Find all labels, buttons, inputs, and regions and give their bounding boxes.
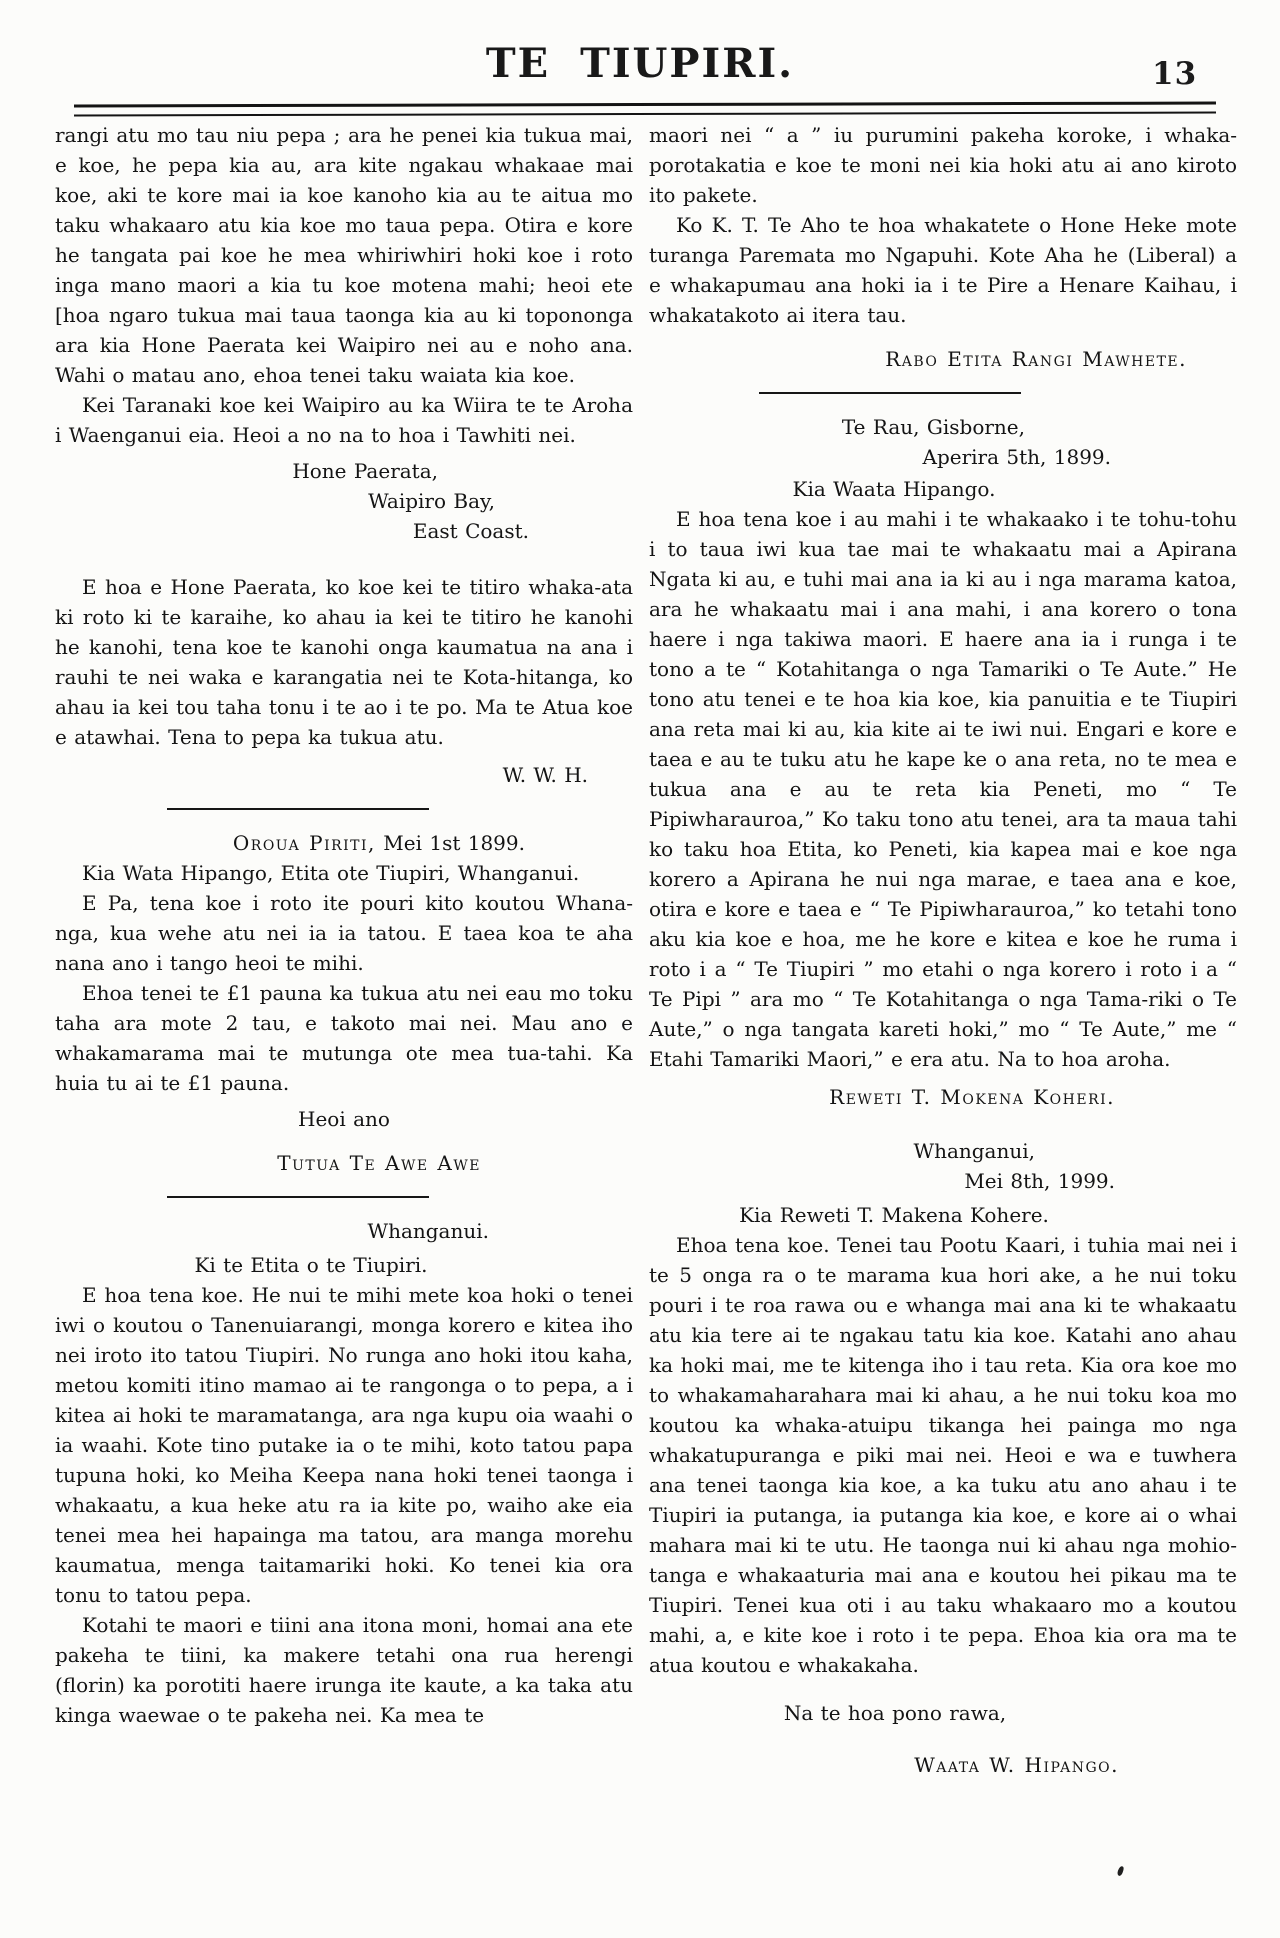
paragraph: rangi atu mo tau niu pepa ; ara he penei kia tukua mai, e koe, he pepa kia au, ara kite ngakau whakaae mai koe, aki te kore mai ia koe kanoho kia au te aitua mo taku whakaaro atu kia koe mo taua pepa. Otira e kore he tangata pai koe he mea whiriwhiri hoki koe i roto inga mano maori a kia tu koe motena mahi; heoi ete [hoa ngaro tukua mai taua taonga kia au ki topononga ara kia Hone Paerata kei Waipiro nei au e noho ana. Wahi o matau ano, ehoa tenei taku waiata kia koe. [55,123,633,387]
dateline [55,828,633,858]
signature-line: Hone Paerata, [292,459,438,483]
dateline: Whanganui. [367,1219,489,1243]
paragraph: E hoa tena koe i au mahi i te whakaako i te tohu-tohu i to taua iwi kua tae mai te whakaatu mai a Apirana Ngata ki au, e tuhi mai ana ia ki au i nga marama katoa, ara he whakaatu mai i ana mahi, i ana korero o tona haere i nga takiwa maori. E haere ana ia i runga i te tono a te “ Kotahitanga o nga Tamariki o Te Aute.” He tono atu tenei e te hoa kia koe, kia panuitia e te Tiupiri ana reta mai ki au, kia kite ai te iwi nui. Engari e kore e taea e au te tuku atu he kape ke o ana reta, no te mea e tukua ana e au te reta kia Peneti, mo “ Te Pipiwharauroa,” Ko taku tono atu tenei, ara ta maua tahi ko taku hoa Etita, ko Peneti, kia kapea mai e koe nga korero a Apirana he nui nga marae, e taea ana e koe, otira e kore e taea e “ Te Pipiwharauroa,” ko tetahi tono aku kia koe e hoa, me he kore e kitea e koe he ruma i roto i a “ Te Tiupiri ” mo etahi o nga korero i roto i a “ Te Pipi ” ara mo “ Te Kotahitanga o nga Tama-riki o Te Aute,” o nga tangata kareti hoki,” mo “ Te Aute,” me “ Etahi Tamariki Maori,” e era atu. Na to hoa aroha. [649,507,1237,1071]
closing-line: Heoi ano [298,1107,390,1131]
paragraph: Ehoa tenei te £1 pauna ka tukua atu nei eau mo toku taha ara mote 2 tau, e takoto mai nei. Mau ano e whakamarama mai te mutunga ote mea tua-tahi. Ka huia tu ai te £1 pauna. [55,981,633,1095]
section-rule [759,392,1021,394]
paragraph: Kotahi te maori e tiini ana itona moni, homai ana ete pakeha te tiini, ka makere tetahi ona rua herengi (florin) ka porotiti haere irunga ite kaute, a ka taka atu kinga waewae o te pakeha nei. Ka mea te [55,1613,633,1727]
dateline-date: Mei 8th, 1999. [964,1169,1115,1193]
salutation: Kia Reweti T. Makena Kohere. [739,1203,1049,1227]
right-column [649,120,1237,1780]
salutation: Ki te Etita o te Tiupiri. [194,1253,428,1277]
closing-line: Na te hoa pono rawa, [783,1701,1007,1725]
signature-line: Waata W. Hipango. [914,1753,1119,1777]
paragraph: maori nei “ a ” iu purumini pakeha koroke, i whaka-porotakatia e koe te moni nei kia hoki atu ai ano kiroto ito pakete. [649,123,1237,207]
signature-line: Rabo Etita Rangi Mawhete. [885,347,1187,371]
dateline-place: Oroua Piriti, [232,831,376,855]
paragraph: E hoa tena koe. He nui te mihi mete koa hoki o tenei iwi o koutou o Tanenuiarangi, monga korero e kitea iho nei iroto ito tatou Tiupiri. No runga ano hoki itou kaha, metou komiti itino mamao ai te rangonga o to pepa, a i kitea ai hoki te maramatanga, ara nga kupu oia waahi o ia waahi. Kote tino putake ia o te mihi, koto tatou papa tupuna hoki, ko Meiha Keepa nana hoki tenei taonga i whakaatu, a kua heke atu ra ia kite po, waiho ake eia tenei mea hei hapainga ma tatou, ara manga morehu kaumatua, menga taitamariki hoki. Ko tenei kia ora tonu to tatou pepa. [55,1283,633,1607]
header-double-rule [74,102,1216,117]
signature-line: Reweti T. Mokena Koheri. [829,1085,1115,1109]
signature-line: Tutua Te Awe Awe [277,1151,481,1175]
page-number: 13 [1152,56,1198,92]
signature-line: Waipiro Bay, [368,489,495,513]
paragraph: E hoa e Hone Paerata, ko koe kei te titiro whaka-ata ki roto ki te karaihe, ko ahau ia kei te titiro he kanohi he kanohi, tena koe te kanohi onga kaumatua na ana i rauhi te nei waka e karangatia nei te Kota-hitanga, ko ahau ia kei tou taha tonu i te ao i te po. Ma te Atua koe e atawhai. Tena to pepa ka tukua atu. [55,575,633,749]
section-rule [167,808,429,810]
left-column [55,120,633,1730]
paragraph: Ko K. T. Te Aho te hoa whakatete o Hone Heke mote turanga Paremata mo Ngapuhi. Kote Aha he (Liberal) a e whakapumau ana hoki ia i te Pire a Henare Kaihau, i whakatakoto ai itera tau. [649,213,1237,327]
section-rule [167,1196,429,1198]
paragraph: Kei Taranaki koe kei Waipiro au ka Wiira te te Aroha i Waenganui eia. Heoi a no na to hoa i Tawhiti nei. [55,393,633,447]
dateline-date: Aperira 5th, 1899. [922,445,1111,469]
signature-line: East Coast. [412,519,529,543]
dateline-place: Te Rau, Gisborne, [841,415,1025,439]
paragraph: E Pa, tena koe i roto ite pouri kito koutou Whana-nga, kua wehe atu nei ia ia tatou. E taea koa te aha nana ano i tango heoi te mihi. [55,891,633,975]
masthead-title: TE TIUPIRI. [485,40,795,87]
salutation: Kia Waata Hipango. [792,477,996,501]
dateline-place: Whanganui, [913,1139,1035,1163]
ink-speck [1117,1865,1125,1876]
dateline-date: Mei 1st 1899. [375,831,525,855]
signature-line: W. W. H. [502,763,588,787]
paragraph: Ehoa tena koe. Tenei tau Pootu Kaari, i tuhia mai nei i te 5 onga ra o te marama kua hori ake, a he nui toku pouri i te roa rawa ou e whanga mai ana ki te whakaatu atu kia tere ai te ngakau tatu kia koe. Katahi ano ahau ka hoki mai, me te kitenga iho i tau reta. Kia ora koe mo to whakamaharahara mai ki ahau, a he nui toku koa mo koutou ka whaka-atuipu tikanga hei painga mo nga whakatupuranga e piki mai nei. Heoi e wa e tuwhera ana tenei taonga kia koe, a ka tuku atu ano ahau i te Tiupiri ia putanga, ia putanga kia koe, e kore ai o whai mahara mai ki te utu. He taonga nui ki ahau nga mohio-tanga e whakaaturia mai ana e koutou hei pikau ma te Tiupiri. Tenei kua oti i au taku whakaaro mo a koutou mahi, a, e kite koe i roto i te pepa. Ehoa kia ora ma te atua koutou e whakakaha. [649,1233,1237,1677]
salutation: Kia Wata Hipango, Etita ote Tiupiri, Whanganui. [82,861,580,885]
